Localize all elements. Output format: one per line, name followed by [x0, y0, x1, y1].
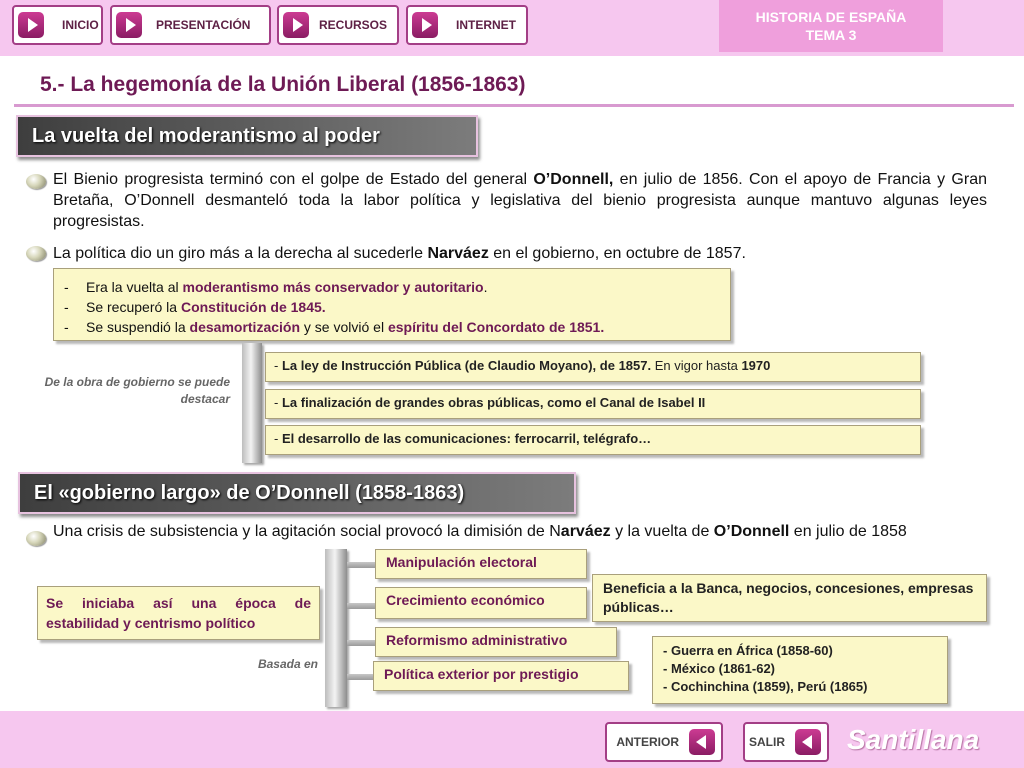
nav-presentacion-label: PRESENTACIÓN	[156, 18, 251, 32]
course-badge	[719, 0, 943, 52]
bullet-icon	[26, 531, 46, 546]
salir-button[interactable]	[743, 722, 829, 762]
works-note: De la obra de gobierno se puede destacar	[44, 375, 230, 406]
page-title: 5.- La hegemonía de la Unión Liberal (1856-1863)	[40, 73, 526, 96]
connector-line	[347, 562, 375, 568]
list-item: - Cochinchina (1859), Perú (1865)	[663, 679, 868, 694]
connector-line	[347, 674, 375, 680]
benefit-box: Beneficia a la Banca, negocios, concesiones, empresas públicas…	[592, 574, 987, 622]
paragraph-text: en el gobierno, en octubre de 1857.	[488, 245, 746, 262]
nav-recursos-label: RECURSOS	[319, 18, 388, 32]
connector-line	[347, 640, 375, 646]
paragraph-bold-text: Narváez	[427, 245, 489, 262]
list-item: - Guerra en África (1858-60)	[663, 643, 833, 658]
nav-internet-button[interactable]	[406, 5, 528, 45]
anterior-label: ANTERIOR	[616, 735, 679, 749]
paragraph-text: en julio de 1856. Con el apoyo de Francia y Gran Bretaña, O’Donnell desmanteló toda la labor política y legislativa del bienio progresista aunque mantuvo algunas leyes progresistas.	[53, 171, 987, 230]
pillar-reformismo: Reformismo administrativo	[375, 627, 617, 657]
connector-line	[347, 603, 375, 609]
paragraph-bold-text: O’Donnell,	[533, 171, 614, 188]
brand-logo: Santillana	[847, 724, 980, 755]
play-icon	[116, 12, 142, 38]
work-item-ley-moyano: - La ley de Instrucción Pública (de Claudio Moyano), de 1857. En vigor hasta 1970	[265, 352, 921, 382]
course-topic: TEMA 3	[805, 27, 857, 43]
nav-internet-label: INTERNET	[456, 18, 516, 32]
course-name: HISTORIA DE ESPAÑA	[755, 9, 907, 25]
section-heading-label: El «gobierno largo» de O’Donnell (1858-1863)	[34, 481, 465, 504]
back-arrow-icon	[795, 729, 821, 755]
play-icon	[412, 12, 438, 38]
back-arrow-icon	[689, 729, 715, 755]
nav-inicio-button[interactable]	[12, 5, 103, 45]
list-item: - Se suspendió la desamortización y se volvió el espíritu del Concordato de 1851.	[64, 317, 720, 337]
bracket-pillar	[242, 343, 262, 463]
paragraph-text: La política dio un giro más a la derecha al sucederle	[53, 245, 428, 262]
foreign-policy-box	[652, 636, 948, 704]
salir-label: SALIR	[749, 735, 785, 749]
bracket-pillar	[325, 549, 347, 707]
paragraph-bienio	[53, 169, 987, 232]
list-item: - Se recuperó la Constitución de 1845.	[64, 297, 720, 317]
anterior-button[interactable]	[605, 722, 723, 762]
list-item: - Era la vuelta al moderantismo más conservador y autoritario.	[64, 277, 720, 297]
section-heading-label: La vuelta del moderantismo al poder	[32, 124, 380, 147]
pillar-manipulacion: Manipulación electoral	[375, 549, 587, 579]
list-item: - México (1861-62)	[663, 661, 776, 676]
nav-recursos-button[interactable]	[277, 5, 399, 45]
paragraph-crisis: Una crisis de subsistencia y la agitación social provocó la dimisión de Narváez y la vuelta de O’Donnell en julio de 1858	[53, 523, 907, 540]
bullet-icon	[26, 174, 46, 189]
pillar-crecimiento: Crecimiento económico	[375, 587, 587, 619]
section-heading-moderantismo	[16, 115, 478, 157]
pillar-politica-exterior: Política exterior por prestigio	[373, 661, 629, 691]
section-heading-gobierno-largo	[18, 472, 576, 514]
play-icon	[18, 12, 44, 38]
work-item-obras-publicas: - La finalización de grandes obras públicas, como el Canal de Isabel II	[265, 389, 921, 419]
nav-presentacion-button[interactable]	[110, 5, 271, 45]
bullet-icon	[26, 246, 46, 261]
paragraph-text: El Bienio progresista terminó con el golpe de Estado del general	[53, 171, 534, 188]
title-divider	[14, 104, 1014, 107]
moderantismo-box	[53, 268, 731, 341]
work-item-comunicaciones: - El desarrollo de las comunicaciones: ferrocarril, telégrafo…	[265, 425, 921, 455]
based-on-note: Basada en	[257, 657, 318, 671]
paragraph-narvaez	[53, 243, 987, 264]
epoch-box: Se iniciaba así una época de estabilidad y centrismo político	[37, 586, 320, 640]
play-icon	[283, 12, 309, 38]
nav-inicio-label: INICIO	[62, 18, 99, 32]
